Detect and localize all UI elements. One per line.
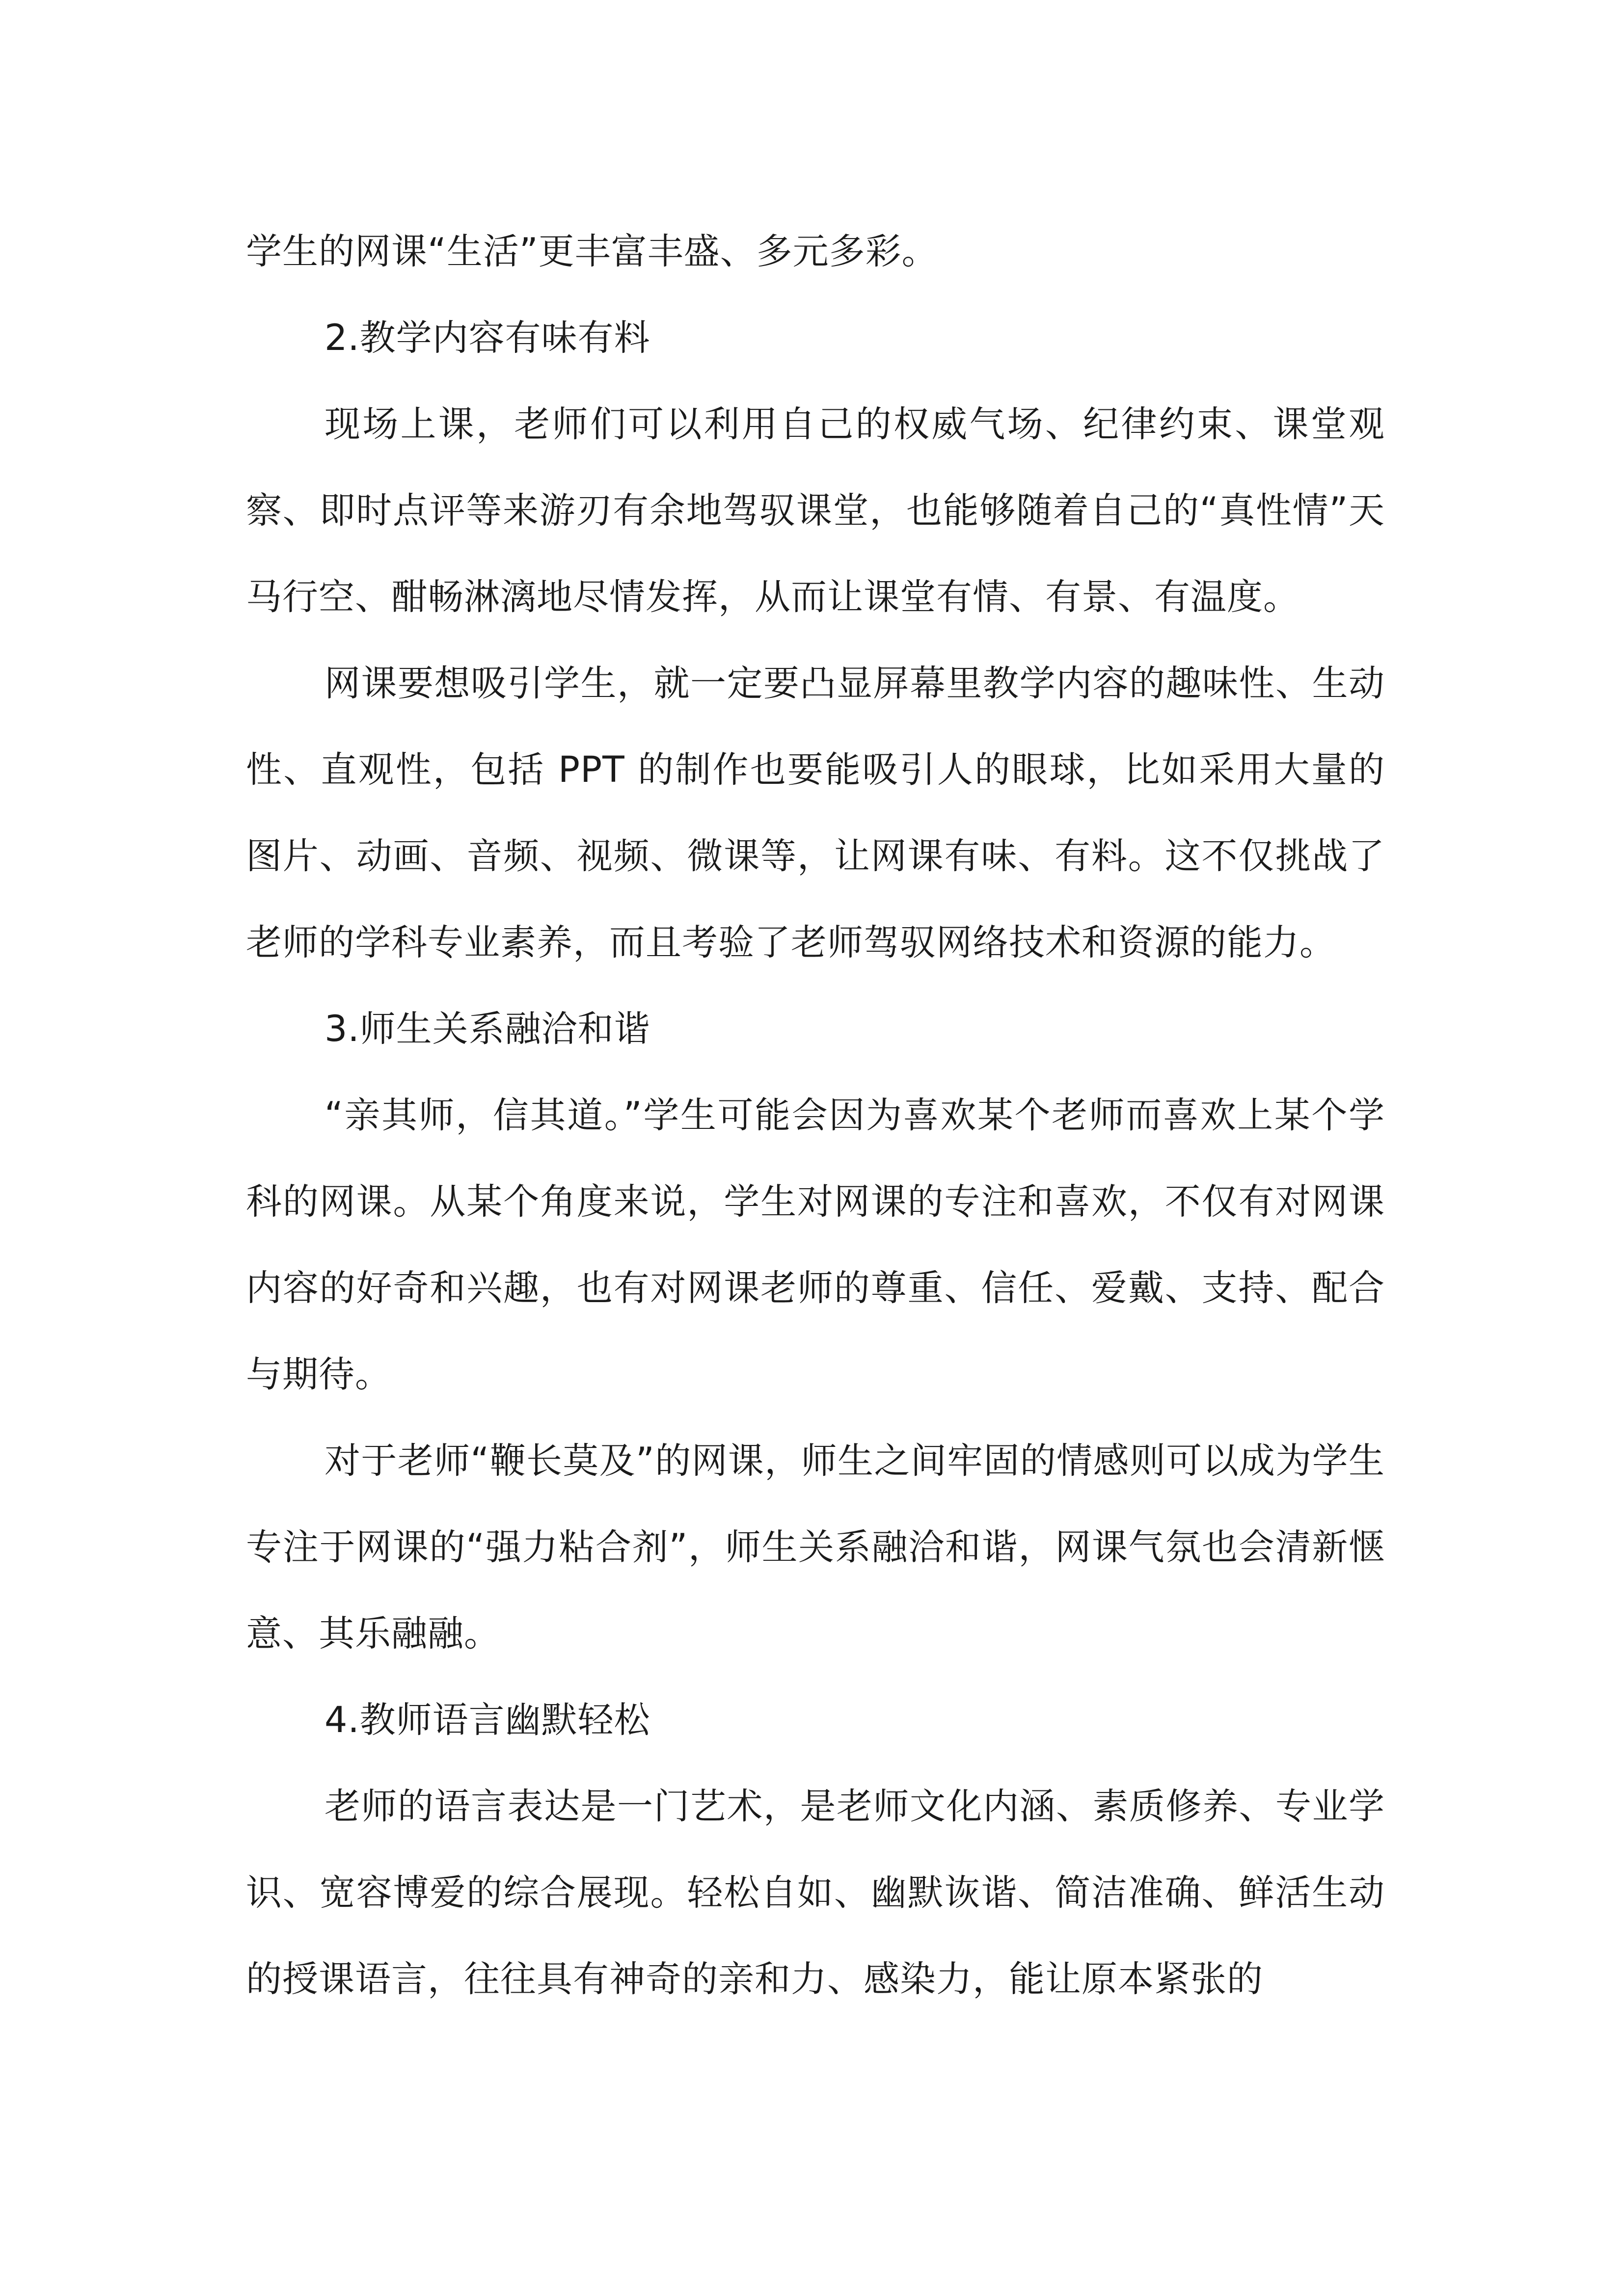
paragraph-body: “亲其师，信其道。”学生可能会因为喜欢某个老师而喜欢上某个学科的网课。从某个角度来说，学生对网课的专注和喜欢，不仅有对网课内容的好奇和兴趣，也有对网课老师的尊重、信任、爱戴、支持、配合与期待。 [246,1095,1385,1395]
paragraph-body: 老师的语言表达是一门艺术，是老师文化内涵、素质修养、专业学识、宽容博爱的综合展现。轻松自如、幽默诙谐、简洁准确、鲜活生动的授课语言，往往具有神奇的亲和力、感染力，能让原本紧张的 [246,1786,1385,2000]
paragraph-body: 网课要想吸引学生，就一定要凸显屏幕里教学内容的趣味性、生动性、直观性，包括 PPT 的制作也要能吸引人的眼球，比如采用大量的图片、动画、音频、视频、微课等，让网课有味、有料。这不仅挑战了老师的学科专业素养，而且考验了老师驾驭网络技术和资源的能力。 [246,663,1385,963]
paragraph-body: 对于老师“鞭长莫及”的网课，师生之间牢固的情感则可以成为学生专注于网课的“强力粘合剂”，师生关系融洽和谐，网课气氛也会清新惬意、其乐融融。 [246,1440,1385,1655]
paragraph-body: 现场上课，老师们可以利用自己的权威气场、纪律约束、课堂观察、即时点评等来游刃有余地驾驭课堂，也能够随着自己的“真性情”天马行空、酣畅淋漓地尽情发挥，从而让课堂有情、有景、有温度。 [246,403,1385,618]
document-body [246,209,1385,2023]
section-heading-3: 3.师生关系融洽和谐 [325,1008,650,1050]
paragraph-continuation: 学生的网课“生活”更丰富丰盛、多元多彩。 [246,231,938,272]
section-heading-2: 2.教学内容有味有料 [325,317,650,359]
section-heading-4: 4.教师语言幽默轻松 [325,1699,650,1741]
